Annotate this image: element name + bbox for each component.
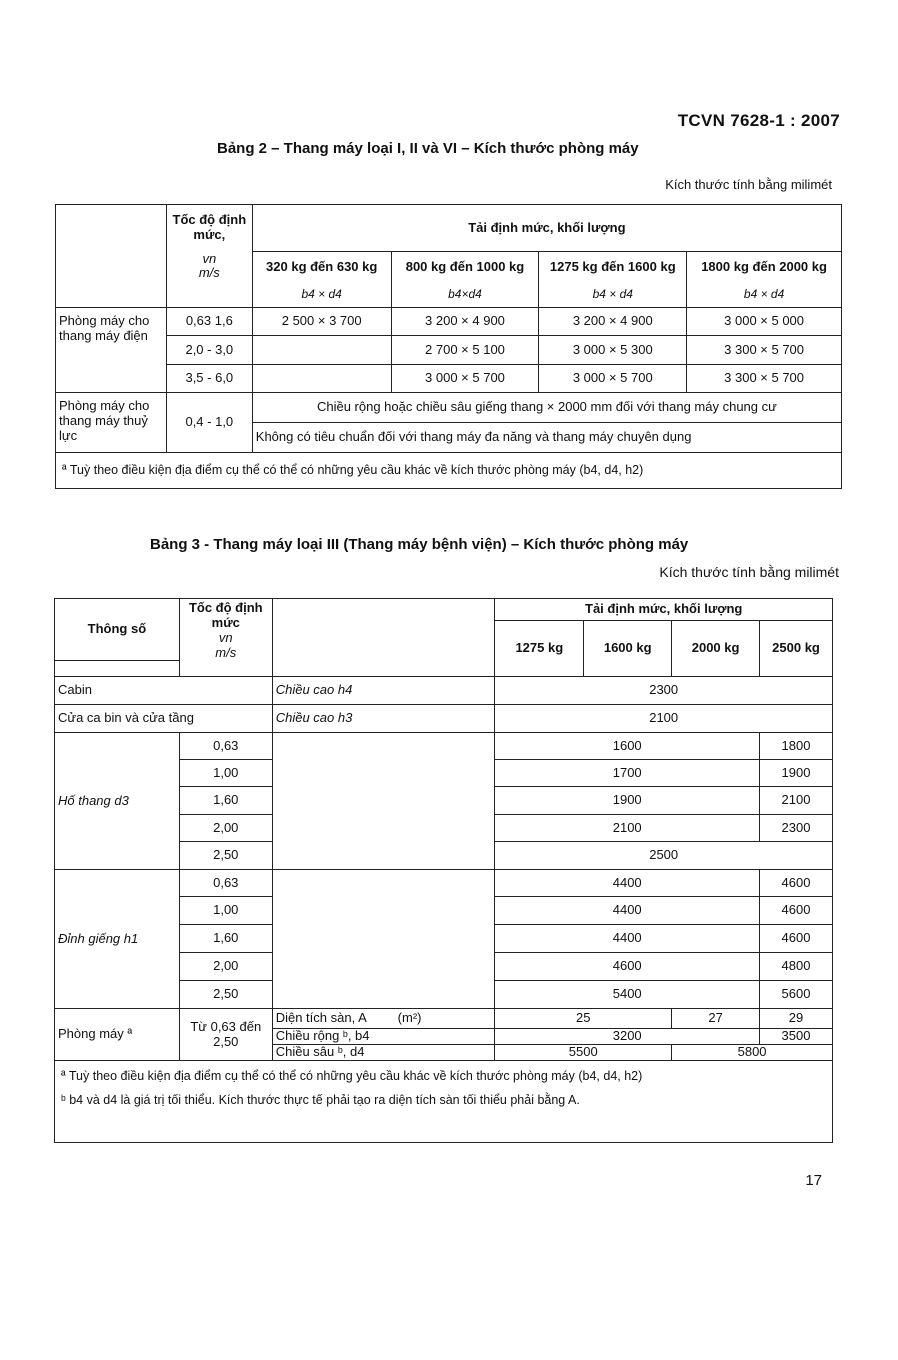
table3-pit-v2-1: 1800 <box>760 733 833 760</box>
table2-row1-val1: 2 500 × 3 700 <box>252 308 391 336</box>
table2-row3-val3: 3 000 × 5 700 <box>539 365 687 393</box>
table3-headroom-v2-1: 4600 <box>760 870 833 897</box>
table3-load-col-4: 2500 kg <box>760 621 833 677</box>
table2-row3-val1 <box>252 365 391 393</box>
table3-headroom-v1-1: 4400 <box>495 870 760 897</box>
table3-pit-v2-3: 2100 <box>760 787 833 815</box>
table2-speed-unit: m/s <box>198 265 220 281</box>
table3-headroom-v1-4: 4600 <box>495 953 760 981</box>
table2-load-col-4: 1800 kg đến 2000 kg <box>687 252 842 284</box>
table2-load-col-2: 800 kg đến 1000 kg <box>391 252 539 284</box>
table3-door-label: Cửa ca bin và cửa tầng <box>55 705 273 733</box>
table2-speed-header: Tốc độ định mức, <box>166 205 252 252</box>
table2-row1-speed: 0,63 1,6 <box>166 308 252 336</box>
table2-load-header: Tải định mức, khối lượng <box>252 205 841 252</box>
table3-pit-speed-2: 1,00 <box>179 760 272 787</box>
table2-dim-col-4: b4 × d4 <box>687 284 842 308</box>
table3-pit-v1-1: 1600 <box>495 733 760 760</box>
table3-pit-v2-4: 2300 <box>760 815 833 842</box>
table3-headroom-v2-3: 4600 <box>760 925 833 953</box>
table3-door-value: 2100 <box>495 705 833 733</box>
table2-group2-text1: Chiều rộng hoặc chiều sâu giếng thang × 2000 mm đối với thang máy chung cư <box>252 393 841 423</box>
table2-row2-val2: 2 700 × 5 100 <box>391 336 539 365</box>
table2-row1-val2: 3 200 × 4 900 <box>391 308 539 336</box>
table3-cabin-label: Cabin <box>55 677 273 705</box>
table3-load-col-3: 2000 kg <box>672 621 760 677</box>
table3-headroom-speed-1: 0,63 <box>179 870 272 897</box>
table2-row2-val1 <box>252 336 391 365</box>
table3-area-param-cell <box>272 1009 495 1029</box>
table3-headroom-v1-2: 4400 <box>495 897 760 925</box>
table3-pit-v1-3: 1900 <box>495 787 760 815</box>
table3-headroom-speed-2: 1,00 <box>179 897 272 925</box>
table3-headroom-v1-3: 4400 <box>495 925 760 953</box>
table3-param-header: Thông số <box>55 599 180 661</box>
table3-speed-symbol: vn <box>218 629 233 645</box>
table2-dim-col-3: b4 × d4 <box>539 284 687 308</box>
table3-width-val-1: 3200 <box>495 1029 760 1045</box>
table3-speed-header: Tốc độ định mức <box>188 600 263 630</box>
table2-caption: Bảng 2 – Thang máy loại I, II và VI – Kích thước phòng máy <box>217 140 639 157</box>
table2-footnote-a: ª Tuỳ theo điều kiện địa điểm cụ thể có thể có những yêu cầu khác về kích thước phòng máy (b4, d4, h2) <box>56 453 842 489</box>
table3-footnote-b: ᵇ b4 và d4 là giá trị tối thiểu. Kích thước thực tế phải tạo ra diện tích sàn tối thiểu phải bằng A. <box>61 1093 580 1108</box>
table3-caption: Bảng 3 - Thang máy loại III (Thang máy bệnh viện) – Kích thước phòng máy <box>150 536 689 553</box>
table3-pit-speed-5: 2,50 <box>179 842 272 870</box>
table3-headroom-v2-5: 5600 <box>760 981 833 1009</box>
table3-headroom-v2-4: 4800 <box>760 953 833 981</box>
table3-area-val-2: 27 <box>672 1009 760 1029</box>
table2-row2-speed: 2,0 - 3,0 <box>166 336 252 365</box>
page-number: 17 <box>805 1172 822 1189</box>
table3-load-col-1: 1275 kg <box>495 621 584 677</box>
table3 <box>54 598 833 1143</box>
table2-load-col-1: 320 kg đến 630 kg <box>252 252 391 284</box>
standard-header: TCVN 7628-1 : 2007 <box>677 111 840 130</box>
table2-row3-val4: 3 300 × 5 700 <box>687 365 842 393</box>
table2-row3-speed: 3,5 - 6,0 <box>166 365 252 393</box>
table2-row1-val3: 3 200 × 4 900 <box>539 308 687 336</box>
table3-depth-val-2: 5800 <box>672 1045 833 1061</box>
table3-area-param: Diện tích sàn, A <box>275 1010 367 1026</box>
table3-pit-speed-1: 0,63 <box>179 733 272 760</box>
table3-headroom-speed-5: 2,50 <box>179 981 272 1009</box>
table2-speed-symbol: vn <box>202 250 217 266</box>
table2-group1-label: Phòng máy cho thang máy điện <box>56 308 167 393</box>
table3-pit-speed-4: 2,00 <box>179 815 272 842</box>
table3-headroom-param-blank <box>272 870 495 1009</box>
table3-area-val-3: 29 <box>760 1009 833 1029</box>
table3-pit-v1-5: 2500 <box>495 842 833 870</box>
table2-group2-label: Phòng máy cho thang máy thuỷ lực <box>56 393 167 453</box>
table2-dim-col-2: b4×d4 <box>391 284 539 308</box>
table3-speed-header-cell <box>179 599 272 677</box>
table3-headroom-v1-5: 5400 <box>495 981 760 1009</box>
table2-row2-val3: 3 000 × 5 300 <box>539 336 687 365</box>
table3-headroom-speed-4: 2,00 <box>179 953 272 981</box>
table3-area-unit: (m²) <box>397 1010 422 1026</box>
table2-row3-val2: 3 000 × 5 700 <box>391 365 539 393</box>
table3-cabin-value: 2300 <box>495 677 833 705</box>
table3-speed-unit: m/s <box>215 644 237 660</box>
table3-area-val-1: 25 <box>495 1009 672 1029</box>
table3-pit-label: Hố thang d3 <box>55 733 180 870</box>
table2-load-col-3: 1275 kg đến 1600 kg <box>539 252 687 284</box>
table3-load-header: Tải định mức, khối lượng <box>495 599 833 621</box>
table2 <box>55 204 842 489</box>
table2-unit-note: Kích thước tính bằng milimét <box>665 177 832 192</box>
table3-depth-param: Chiều sâu ᵇ, d4 <box>272 1045 495 1061</box>
table3-pit-param-blank <box>272 733 495 870</box>
table3-pit-speed-3: 1,60 <box>179 787 272 815</box>
table3-footnotes <box>55 1061 833 1143</box>
table3-depth-val-1: 5500 <box>495 1045 672 1061</box>
table3-pit-v1-4: 2100 <box>495 815 760 842</box>
table3-param-blank <box>272 599 495 677</box>
table2-dim-col-1: b4 × d4 <box>252 284 391 308</box>
table2-row1-val4: 3 000 × 5 000 <box>687 308 842 336</box>
table3-machine-room-label: Phòng máy ª <box>55 1009 180 1061</box>
table3-width-val-2: 3500 <box>760 1029 833 1045</box>
table2-speed-symbol-cell <box>166 252 252 308</box>
table3-headroom-speed-3: 1,60 <box>179 925 272 953</box>
table2-group2-text2: Không có tiêu chuẩn đối với thang máy đa năng và thang máy chuyên dụng <box>252 423 841 453</box>
table3-load-col-2: 1600 kg <box>584 621 672 677</box>
table3-pit-v2-2: 1900 <box>760 760 833 787</box>
table3-width-param: Chiều rộng ᵇ, b4 <box>272 1029 495 1045</box>
table3-cabin-param: Chiều cao h4 <box>272 677 495 705</box>
table3-headroom-v2-2: 4600 <box>760 897 833 925</box>
table3-door-param: Chiều cao h3 <box>272 705 495 733</box>
table2-row2-val4: 3 300 × 5 700 <box>687 336 842 365</box>
table3-headroom-label: Đỉnh giếng h1 <box>55 870 180 1009</box>
table3-pit-v1-2: 1700 <box>495 760 760 787</box>
table3-unit-note: Kích thước tính bằng milimét <box>659 564 839 580</box>
table3-param-header-pad <box>55 661 180 677</box>
table3-footnote-a: ª Tuỳ theo điều kiện địa điểm cụ thể có thể có những yêu cầu khác về kích thước phòng máy (b4, d4, h2) <box>61 1069 643 1083</box>
table2-group2-speed: 0,4 - 1,0 <box>166 393 252 453</box>
table2-corner-cell <box>56 205 167 308</box>
table3-machine-room-speed: Từ 0,63 đến 2,50 <box>179 1009 272 1061</box>
